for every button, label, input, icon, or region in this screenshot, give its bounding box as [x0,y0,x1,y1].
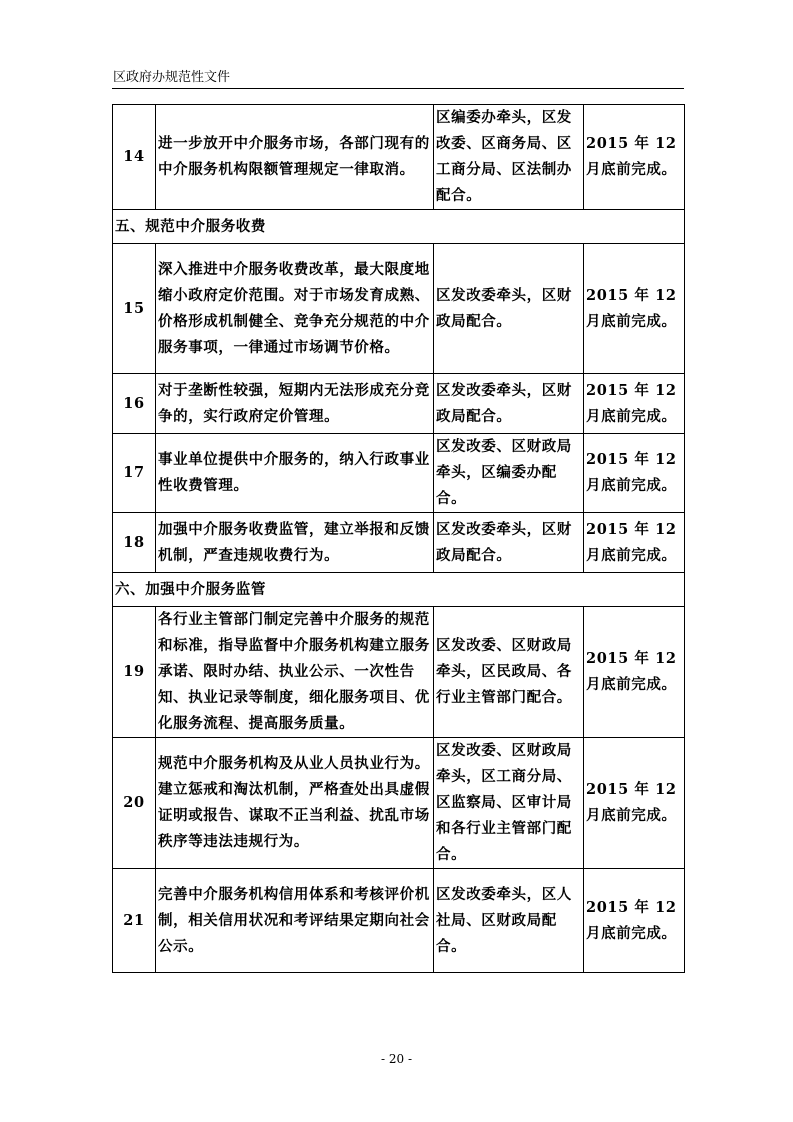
table-row [113,244,685,374]
task-description: 完善中介服务机构信用体系和考核评价机制，相关信用状况和考评结果定期向社会公示。 [156,869,434,973]
section-title: 六、加强中介服务监管 [113,573,685,607]
deadline: 2015 年 12 月底前完成。 [584,244,685,374]
responsible-departments: 区发改委牵头，区财政局配合。 [434,513,584,573]
responsible-departments: 区编委办牵头，区发改委、区商务局、区工商分局、区法制办配合。 [434,105,584,210]
document-header: 区政府办规范性文件 [113,70,231,85]
table-row [113,374,685,434]
deadline: 2015 年 12 月底前完成。 [584,607,685,738]
table-row [113,738,685,869]
task-description: 规范中介服务机构及从业人员执业行为。建立惩戒和淘汰机制，严格查处出具虚假证明或报告、谋取不正当利益、扰乱市场秩序等违法违规行为。 [156,738,434,869]
deadline: 2015 年 12 月底前完成。 [584,513,685,573]
task-description: 各行业主管部门制定完善中介服务的规范和标准，指导监督中介服务机构建立服务承诺、限时办结、执业公示、一次性告知、执业记录等制度，细化服务项目、优化服务流程、提高服务质量。 [156,607,434,738]
item-number: 19 [113,607,156,738]
task-description: 事业单位提供中介服务的，纳入行政事业性收费管理。 [156,434,434,513]
deadline: 2015 年 12 月底前完成。 [584,434,685,513]
header-rule [112,88,684,89]
item-number: 15 [113,244,156,374]
task-description: 深入推进中介服务收费改革，最大限度地缩小政府定价范围。对于市场发育成熟、价格形成机制健全、竞争充分规范的中介服务事项，一律通过市场调节价格。 [156,244,434,374]
deadline: 2015 年 12 月底前完成。 [584,374,685,434]
section-row [113,210,685,244]
deadline: 2015 年 12 月底前完成。 [584,738,685,869]
deadline: 2015 年 12 月底前完成。 [584,105,685,210]
item-number: 17 [113,434,156,513]
responsible-departments: 区发改委牵头，区财政局配合。 [434,374,584,434]
table-row [113,607,685,738]
task-description: 进一步放开中介服务市场，各部门现有的中介服务机构限额管理规定一律取消。 [156,105,434,210]
section-row [113,573,685,607]
section-title: 五、规范中介服务收费 [113,210,685,244]
table-row [113,105,685,210]
task-table-body [113,105,685,973]
task-description: 对于垄断性较强，短期内无法形成充分竞争的，实行政府定价管理。 [156,374,434,434]
table-row [113,434,685,513]
responsible-departments: 区发改委、区财政局牵头，区工商分局、区监察局、区审计局和各行业主管部门配合。 [434,738,584,869]
task-table [112,104,685,973]
responsible-departments: 区发改委牵头，区人社局、区财政局配合。 [434,869,584,973]
item-number: 18 [113,513,156,573]
task-description: 加强中介服务收费监管，建立举报和反馈机制，严查违规收费行为。 [156,513,434,573]
table-row [113,869,685,973]
deadline: 2015 年 12 月底前完成。 [584,869,685,973]
item-number: 14 [113,105,156,210]
responsible-departments: 区发改委、区财政局牵头，区编委办配合。 [434,434,584,513]
item-number: 16 [113,374,156,434]
item-number: 21 [113,869,156,973]
page-number: - 20 - [380,1052,412,1066]
item-number: 20 [113,738,156,869]
responsible-departments: 区发改委、区财政局牵头，区民政局、各行业主管部门配合。 [434,607,584,738]
table-row [113,513,685,573]
responsible-departments: 区发改委牵头，区财政局配合。 [434,244,584,374]
